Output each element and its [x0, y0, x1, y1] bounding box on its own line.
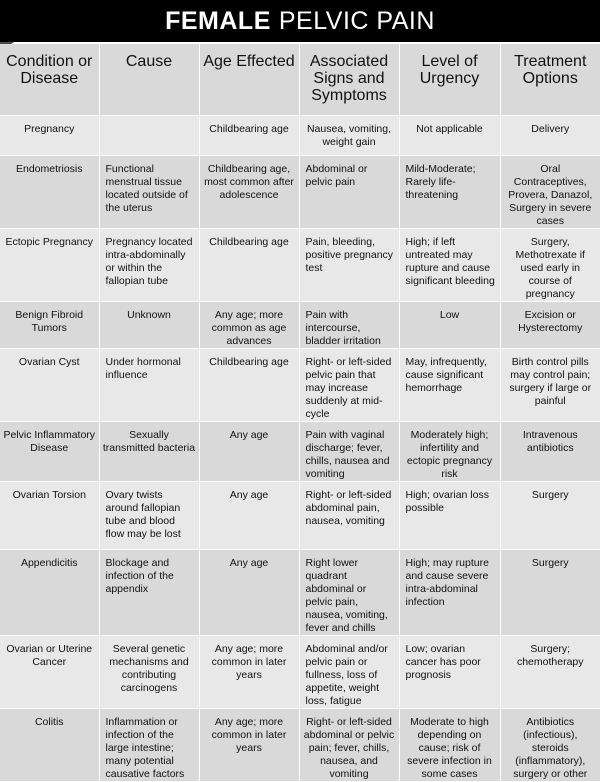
cell-cause: Several genetic mechanisms and contributing carcinogens	[99, 636, 199, 709]
cell-age: Any age	[199, 550, 299, 636]
cell-symptoms: Right- or left-sided pelvic pain that may increase suddenly at mid-cycle	[299, 349, 399, 422]
title-bold: FEMALE	[165, 6, 271, 35]
cell-symptoms: Pain with intercourse, bladder irritation	[299, 302, 399, 349]
cell-condition: Appendicitis	[0, 550, 99, 636]
cell-treatment: Birth control pills may control pain; surgery if large or painful	[500, 349, 600, 422]
cell-treatment: Antibiotics (infectious), steroids (inflammatory), surgery or other	[500, 709, 600, 782]
cell-age: Any age	[199, 422, 299, 482]
cell-treatment: Delivery	[500, 116, 600, 156]
table-row	[0, 482, 600, 550]
header-row	[0, 44, 600, 116]
table-row	[0, 156, 600, 229]
table-row	[0, 116, 600, 156]
cell-urgency: High; may rupture and cause severe intra-abdominal infection	[399, 550, 500, 636]
cell-condition: Ovarian Cyst	[0, 349, 99, 422]
cell-treatment: Excision or Hysterectomy	[500, 302, 600, 349]
title-rest: PELVIC PAIN	[278, 6, 435, 35]
cell-cause: Blockage and infection of the appendix	[99, 550, 199, 636]
cell-treatment: Surgery; chemotherapy	[500, 636, 600, 709]
cell-cause: Under hormonal influence	[99, 349, 199, 422]
cell-age: Childbearing age, most common after adolescence	[199, 156, 299, 229]
cell-treatment: Intravenous antibiotics	[500, 422, 600, 482]
cell-symptoms: Abdominal and/or pelvic pain or fullness, loss of appetite, weight loss, fatigue	[299, 636, 399, 709]
table-row	[0, 229, 600, 302]
cell-age: Any age; more common in later years	[199, 709, 299, 782]
cell-treatment: Surgery, Methotrexate if used early in course of pregnancy	[500, 229, 600, 302]
cell-urgency: Not applicable	[399, 116, 500, 156]
cell-age: Any age; more common in later years	[199, 636, 299, 709]
cell-symptoms: Abdominal or pelvic pain	[299, 156, 399, 229]
column-header-age: Age Effected	[199, 44, 299, 116]
table-row	[0, 349, 600, 422]
cell-condition: Pregnancy	[0, 116, 99, 156]
cell-cause: Sexually transmitted bacteria	[99, 422, 199, 482]
table-row	[0, 302, 600, 349]
cell-treatment: Oral Contraceptives, Provera, Danazol, Surgery in severe cases	[500, 156, 600, 229]
cell-urgency: Low; ovarian cancer has poor prognosis	[399, 636, 500, 709]
column-header-urgency: Level of Urgency	[399, 44, 500, 116]
cell-condition: Ovarian Torsion	[0, 482, 99, 550]
cell-condition: Benign Fibroid Tumors	[0, 302, 99, 349]
table-row	[0, 422, 600, 482]
cell-age: Childbearing age	[199, 349, 299, 422]
cell-symptoms: Pain with vaginal discharge; fever, chills, nausea and vomiting	[299, 422, 399, 482]
cell-urgency: High; ovarian loss possible	[399, 482, 500, 550]
column-header-cause: Cause	[99, 44, 199, 116]
table-row	[0, 550, 600, 636]
table-row	[0, 636, 600, 709]
cell-urgency: May, infrequently, cause significant hemorrhage	[399, 349, 500, 422]
cell-symptoms: Right lower quadrant abdominal or pelvic pain, nausea, vomiting, fever and chills	[299, 550, 399, 636]
cell-condition: Colitis	[0, 709, 99, 782]
cell-urgency: Moderate to high depending on cause; risk of severe infection in some cases	[399, 709, 500, 782]
cell-treatment: Surgery	[500, 550, 600, 636]
cell-urgency: Moderately high; infertility and ectopic pregnancy risk	[399, 422, 500, 482]
cell-age: Any age	[199, 482, 299, 550]
cell-symptoms: Pain, bleeding, positive pregnancy test	[299, 229, 399, 302]
cell-cause: Unknown	[99, 302, 199, 349]
cell-urgency: Low	[399, 302, 500, 349]
cell-age: Childbearing age	[199, 116, 299, 156]
cell-age: Childbearing age	[199, 229, 299, 302]
cell-urgency: High; if left untreated may rupture and cause significant bleeding	[399, 229, 500, 302]
cell-urgency: Mild-Moderate; Rarely life-threatening	[399, 156, 500, 229]
cell-symptoms: Nausea, vomiting, weight gain	[299, 116, 399, 156]
cell-symptoms: Right- or left-sided abdominal or pelvic pain; fever, chills, nausea, and vomiting	[299, 709, 399, 782]
cell-condition: Endometriosis	[0, 156, 99, 229]
title-bar	[0, 0, 600, 42]
cell-symptoms: Right- or left-sided abdominal pain, nausea, vomiting	[299, 482, 399, 550]
table-row	[0, 709, 600, 782]
column-header-treatment: Treatment Options	[500, 44, 600, 116]
cell-cause: Functional menstrual tissue located outside of the uterus	[99, 156, 199, 229]
cell-condition: Ovarian or Uterine Cancer	[0, 636, 99, 709]
cell-condition: Pelvic Inflammatory Disease	[0, 422, 99, 482]
column-header-symptoms: Associated Signs and Symptoms	[299, 44, 399, 116]
cell-condition: Ectopic Pregnancy	[0, 229, 99, 302]
cell-treatment: Surgery	[500, 482, 600, 550]
cell-cause: Inflammation or infection of the large intestine; many potential causative factors	[99, 709, 199, 782]
pelvic-pain-table	[0, 44, 600, 782]
column-header-condition: Condition or Disease	[0, 44, 99, 116]
cell-cause: Ovary twists around fallopian tube and blood flow may be lost	[99, 482, 199, 550]
cell-age: Any age; more common as age advances	[199, 302, 299, 349]
cell-cause	[99, 116, 199, 156]
cell-cause: Pregnancy located intra-abdominally or within the fallopian tube	[99, 229, 199, 302]
